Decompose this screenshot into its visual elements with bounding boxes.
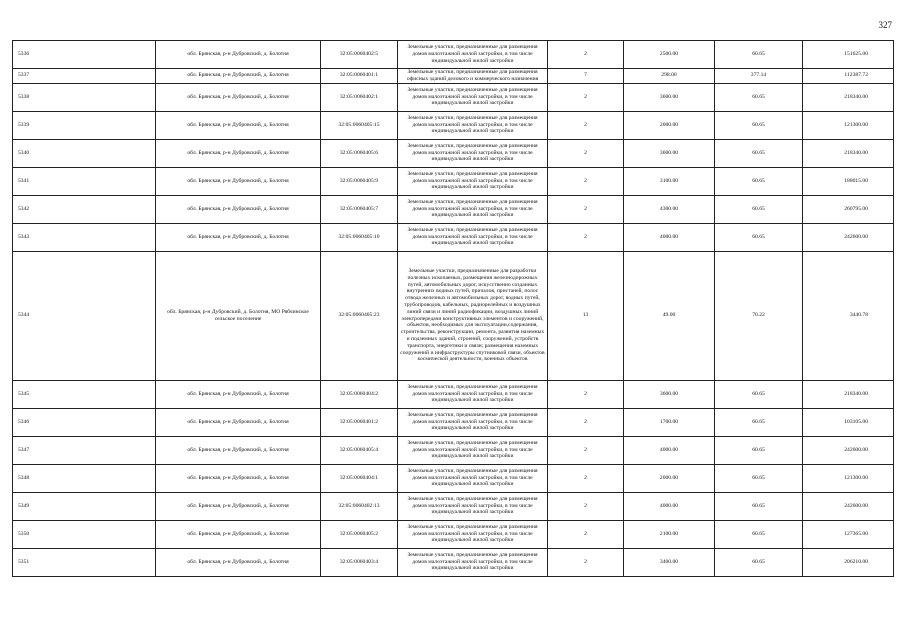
table-row [13, 223, 894, 251]
cell-area: 2000.00 [624, 111, 715, 139]
table-row [13, 436, 894, 464]
cell-unit-value: 60.65 [715, 167, 803, 195]
cell-use-group: 2 [548, 436, 624, 464]
cell-cadastral-value: 242600.00 [803, 436, 894, 464]
cell-area: 1700.00 [624, 408, 715, 436]
cell-use-group: 2 [548, 167, 624, 195]
table-row [13, 167, 894, 195]
cell-use-group: 2 [548, 548, 624, 576]
cell-use-group: 2 [548, 464, 624, 492]
cell-cadastral-value: 260795.00 [803, 195, 894, 223]
cell-unit-value: 377.14 [715, 69, 803, 84]
cell-permitted-use: Земельные участки, предназначенные для размещения домов малоэтажной жилой застройки, в том числе индивидуальной жилой застройки [398, 139, 548, 167]
cell-address: обл. Брянская, р-н Дубровский, д. Болотня [156, 380, 321, 408]
cell-permitted-use: Земельные участки, предназначенные для размещения домов малоэтажной жилой застройки, в том числе индивидуальной жилой застройки [398, 548, 548, 576]
cell-use-group: 2 [548, 139, 624, 167]
cell-record-number: 5348 [13, 464, 156, 492]
cell-use-group: 13 [548, 251, 624, 380]
cell-unit-value: 60.65 [715, 111, 803, 139]
land-parcel-table [12, 40, 894, 577]
table-row [13, 195, 894, 223]
cell-cadastral-number: 32:05:0060405:23 [321, 251, 398, 380]
cell-cadastral-value: 151625.00 [803, 41, 894, 69]
cell-unit-value: 60.65 [715, 436, 803, 464]
cell-cadastral-number: 32:05:0060405:10 [321, 223, 398, 251]
cell-cadastral-number: 32:05:0060405:15 [321, 111, 398, 139]
cell-unit-value: 60.65 [715, 464, 803, 492]
cell-address: обл. Брянская, р-н Дубровский, д. Болотня [156, 195, 321, 223]
cell-cadastral-value: 121300.00 [803, 111, 894, 139]
cell-record-number: 5343 [13, 223, 156, 251]
cell-record-number: 5340 [13, 139, 156, 167]
cell-record-number: 5347 [13, 436, 156, 464]
cell-use-group: 2 [548, 111, 624, 139]
cell-permitted-use: Земельные участки, предназначенные для размещения офисных зданий делового и коммерческого назначения [398, 69, 548, 84]
cell-use-group: 2 [548, 492, 624, 520]
cell-area: 49.00 [624, 251, 715, 380]
cell-cadastral-value: 103105.00 [803, 408, 894, 436]
cell-cadastral-number: 32:05:0060401:1 [321, 69, 398, 84]
cell-address: обл. Брянская, р-н Дубровский, д. Болотня [156, 548, 321, 576]
cell-address: обл. Брянская, р-н Дубровский, д. Болотня [156, 83, 321, 111]
cell-cadastral-number: 32:05:0060404:2 [321, 380, 398, 408]
cell-cadastral-number: 32:05:0060405:4 [321, 436, 398, 464]
cell-unit-value: 60.65 [715, 139, 803, 167]
cell-permitted-use: Земельные участки, предназначенные для размещения домов малоэтажной жилой застройки, в том числе индивидуальной жилой застройки [398, 380, 548, 408]
cell-cadastral-number: 32:05:0060402:1 [321, 83, 398, 111]
cell-cadastral-value: 206210.00 [803, 548, 894, 576]
table-row [13, 41, 894, 69]
cell-use-group: 2 [548, 83, 624, 111]
cell-cadastral-value: 218340.00 [803, 380, 894, 408]
cell-address: обл. Брянская, р-н Дубровский, д. Болотня [156, 492, 321, 520]
cell-unit-value: 60.65 [715, 380, 803, 408]
cell-record-number: 5341 [13, 167, 156, 195]
cell-record-number: 5336 [13, 41, 156, 69]
cell-area: 2000.00 [624, 464, 715, 492]
cell-address: обл. Брянская, р-н Дубровский, д. Болотня [156, 167, 321, 195]
cell-use-group: 2 [548, 380, 624, 408]
cell-permitted-use: Земельные участки, предназначенные для размещения домов малоэтажной жилой застройки, в том числе индивидуальной жилой застройки [398, 436, 548, 464]
cell-record-number: 5344 [13, 251, 156, 380]
cell-unit-value: 60.65 [715, 408, 803, 436]
cell-use-group: 7 [548, 69, 624, 84]
table-row [13, 139, 894, 167]
cell-area: 3100.00 [624, 167, 715, 195]
cell-record-number: 5337 [13, 69, 156, 84]
cell-address: обл. Брянская, р-н Дубровский, д. Болотня [156, 408, 321, 436]
cell-unit-value: 60.65 [715, 195, 803, 223]
cell-permitted-use: Земельные участки, предназначенные для размещения домов малоэтажной жилой застройки, в том числе индивидуальной жилой застройки [398, 83, 548, 111]
cell-cadastral-number: 32:05:0060402:13 [321, 492, 398, 520]
cell-area: 3600.00 [624, 83, 715, 111]
cell-cadastral-number: 32:05:0060403:4 [321, 548, 398, 576]
cell-cadastral-value: 218340.00 [803, 139, 894, 167]
cell-permitted-use: Земельные участки, предназначенные для размещения домов малоэтажной жилой застройки, в том числе индивидуальной жилой застройки [398, 492, 548, 520]
cell-use-group: 2 [548, 408, 624, 436]
cell-cadastral-number: 32:05:0060405:6 [321, 139, 398, 167]
cell-unit-value: 60.65 [715, 41, 803, 69]
cell-unit-value: 60.65 [715, 520, 803, 548]
table-body [13, 41, 894, 577]
cell-cadastral-number: 32:05:0060405:2 [321, 520, 398, 548]
cell-area: 2100.00 [624, 520, 715, 548]
cell-permitted-use: Земельные участки, предназначенные для размещения домов малоэтажной жилой застройки, в том числе индивидуальной жилой застройки [398, 111, 548, 139]
cell-unit-value: 60.65 [715, 492, 803, 520]
cell-cadastral-number: 32:05:0060405:7 [321, 195, 398, 223]
cell-cadastral-number: 32:05:0060404:1 [321, 464, 398, 492]
table-row [13, 492, 894, 520]
page-number: 327 [878, 20, 892, 30]
cell-permitted-use: Земельные участки, предназначенные для размещения домов малоэтажной жилой застройки, в том числе индивидуальной жилой застройки [398, 195, 548, 223]
cell-area: 4000.00 [624, 223, 715, 251]
cell-permitted-use: Земельные участки, предназначенные для разработки полезных ископаемых, размещения железнодорожных путей, автомобильных дорог, искусственно созданных внутренних водных путей, причалов, пристаней, полос отвода железных и автомобильных дорог, водных путей, трубопроводов, кабельных, радиорелейных и воздушных линий связи и линий радиофикации, воздушных линий электропередачи конструктивных элементов и сооружений, объектов, необходимых для эксплуатации,содержания, строительства, реконструкции, ремонта, развития наземных и подземных зданий, строений, сооружений, устройств транспорта, энергетики и связи; размещения наземных сооружений и инфраструктуры спутниковой связи, объектов космической деятельности, военных объектов [398, 251, 548, 380]
table-row [13, 548, 894, 576]
cell-cadastral-value: 121300.00 [803, 464, 894, 492]
cell-permitted-use: Земельные участки, предназначенные для размещения домов малоэтажной жилой застройки, в том числе индивидуальной жилой застройки [398, 167, 548, 195]
cell-cadastral-value: 112387.72 [803, 69, 894, 84]
cell-record-number: 5346 [13, 408, 156, 436]
cell-use-group: 2 [548, 195, 624, 223]
cell-permitted-use: Земельные участки, предназначенные для размещения домов малоэтажной жилой застройки, в том числе индивидуальной жилой застройки [398, 41, 548, 69]
cell-address: обл. Брянская, р-н Дубровский, д. Болотня, МО Рябчинское сельское поселение [156, 251, 321, 380]
cell-cadastral-value: 3440.78 [803, 251, 894, 380]
cell-area: 2500.00 [624, 41, 715, 69]
cell-area: 3400.00 [624, 548, 715, 576]
cell-cadastral-value: 127365.00 [803, 520, 894, 548]
table-row [13, 251, 894, 380]
cell-record-number: 5342 [13, 195, 156, 223]
cell-unit-value: 60.65 [715, 83, 803, 111]
cell-address: обл. Брянская, р-н Дубровский, д. Болотня [156, 223, 321, 251]
cell-cadastral-number: 32:05:0060402:5 [321, 41, 398, 69]
cell-record-number: 5339 [13, 111, 156, 139]
cell-permitted-use: Земельные участки, предназначенные для размещения домов малоэтажной жилой застройки, в том числе индивидуальной жилой застройки [398, 223, 548, 251]
table-row [13, 83, 894, 111]
cell-record-number: 5350 [13, 520, 156, 548]
cell-record-number: 5349 [13, 492, 156, 520]
cell-unit-value: 60.65 [715, 548, 803, 576]
cell-address: обл. Брянская, р-н Дубровский, д. Болотня [156, 436, 321, 464]
table-row [13, 520, 894, 548]
cell-unit-value: 60.65 [715, 223, 803, 251]
cell-use-group: 2 [548, 41, 624, 69]
cell-unit-value: 70.22 [715, 251, 803, 380]
cell-area: 3600.00 [624, 139, 715, 167]
cell-use-group: 2 [548, 223, 624, 251]
table-row [13, 408, 894, 436]
cell-address: обл. Брянская, р-н Дубровский, д. Болотня [156, 139, 321, 167]
cell-address: обл. Брянская, р-н Дубровский, д. Болотня [156, 520, 321, 548]
cell-area: 4000.00 [624, 436, 715, 464]
cell-address: обл. Брянская, р-н Дубровский, д. Болотня [156, 111, 321, 139]
cell-permitted-use: Земельные участки, предназначенные для размещения домов малоэтажной жилой застройки, в том числе индивидуальной жилой застройки [398, 408, 548, 436]
cell-cadastral-value: 218340.00 [803, 83, 894, 111]
cell-cadastral-number: 32:05:0060401:2 [321, 408, 398, 436]
cell-address: обл. Брянская, р-н Дубровский, д. Болотня [156, 69, 321, 84]
table-row [13, 464, 894, 492]
cell-use-group: 2 [548, 520, 624, 548]
cell-cadastral-value: 188015.00 [803, 167, 894, 195]
cell-cadastral-number: 32:05:0060405:9 [321, 167, 398, 195]
table-row [13, 380, 894, 408]
cell-record-number: 5345 [13, 380, 156, 408]
cell-area: 4300.00 [624, 195, 715, 223]
cell-permitted-use: Земельные участки, предназначенные для размещения домов малоэтажной жилой застройки, в том числе индивидуальной жилой застройки [398, 464, 548, 492]
cell-address: обл. Брянская, р-н Дубровский, д. Болотня [156, 464, 321, 492]
table-row [13, 111, 894, 139]
cell-cadastral-value: 242600.00 [803, 223, 894, 251]
cell-record-number: 5338 [13, 83, 156, 111]
cell-area: 3600.00 [624, 380, 715, 408]
cell-cadastral-value: 242600.00 [803, 492, 894, 520]
cell-record-number: 5351 [13, 548, 156, 576]
cell-permitted-use: Земельные участки, предназначенные для размещения домов малоэтажной жилой застройки, в том числе индивидуальной жилой застройки [398, 520, 548, 548]
cell-address: обл. Брянская, р-н Дубровский, д. Болотня [156, 41, 321, 69]
cell-area: 4000.00 [624, 492, 715, 520]
cell-area: 298.00 [624, 69, 715, 84]
table-row [13, 69, 894, 84]
